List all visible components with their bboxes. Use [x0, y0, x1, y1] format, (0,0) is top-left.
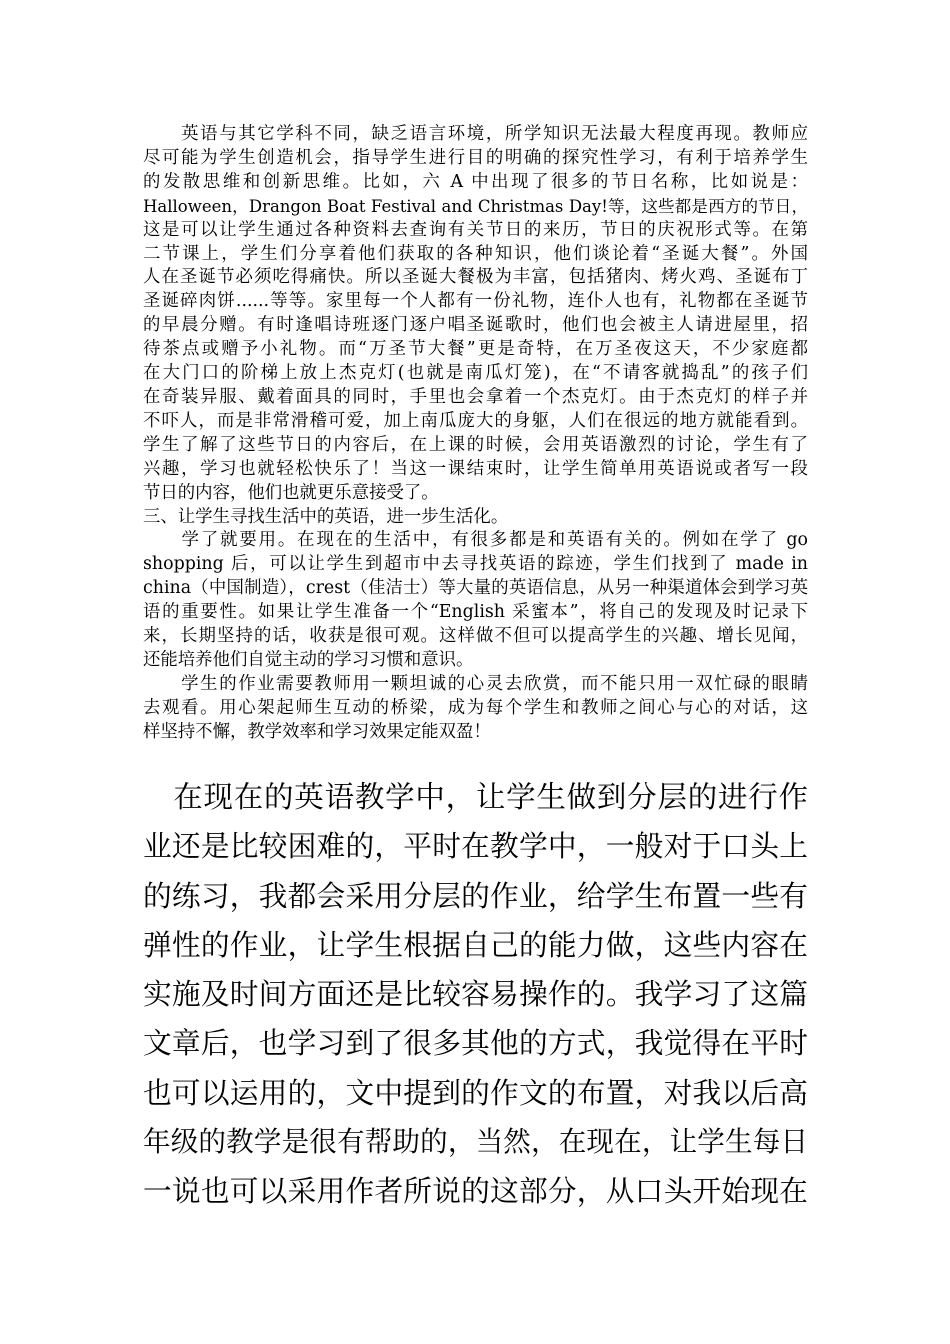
text-line: 尽可能为学生创造机会，指导学生进行目的明确的探究性学习，有利于培养学生: [143, 147, 808, 168]
large-text-line: 实施及时间方面还是比较容易操作的。我学习了这篇: [143, 977, 808, 1012]
large-text-line: 一说也可以采用作者所说的这部分，从口头开始现在: [143, 1174, 808, 1209]
text-line: 的发散思维和创新思维。比如，六 A 中出现了很多的节日名称，比如说是：: [143, 171, 808, 192]
text-line: 去观看。用心架起师生互动的桥梁，成为每个学生和教师之间心与心的对话，这: [143, 697, 808, 718]
large-text-line: 年级的教学是很有帮助的，当然，在现在，让学生每日: [143, 1126, 808, 1159]
text-line: shopping 后，可以让学生到超市中去寻找英语的踪迹，学生们找到了 made in: [143, 554, 808, 575]
section-heading: 三、让学生寻找生活中的英语，进一步生活化。: [143, 506, 509, 527]
text-line: 学生的作业需要教师用一颗坦诚的心灵去欣赏，而不能只用一双忙碌的眼睛: [143, 673, 808, 694]
paragraph-layered-homework: [143, 773, 808, 1217]
text-line: china（中国制造），crest（佳洁士）等大量的英语信息，从另一种渠道体会到学习英: [143, 578, 808, 599]
paragraph-holiday-topics: [143, 123, 808, 745]
text-line: 二节课上，学生们分享着他们获取的各种知识，他们谈论着“圣诞大餐”。外国: [143, 243, 808, 264]
text-line: 来，长期坚持的话，收获是很可观。这样做不但可以提高学生的兴趣、增长见闻，: [143, 626, 808, 647]
large-text-line: 也可以运用的，文中提到的作文的布置，对我以后高: [143, 1075, 808, 1110]
large-text-line: 在现在的英语教学中，让学生做到分层的进行作: [143, 780, 808, 814]
text-line: Halloween，Drangon Boat Festival and Christmas Day!等，这些都是西方的节日，: [143, 196, 808, 216]
text-line: 样坚持不懈，教学效率和学习效果定能双盈！: [143, 721, 491, 742]
text-line: 人在圣诞节必须吃得痛快。所以圣诞大餐极为丰富，包括猪肉、烤火鸡、圣诞布丁: [143, 267, 808, 288]
text-line: 不吓人，而是非常滑稽可爱，加上南瓜庞大的身躯，人们在很远的地方就能看到。: [143, 410, 808, 431]
text-line: 学生了解了这些节日的内容后，在上课的时候，会用英语激烈的讨论，学生有了: [143, 434, 808, 455]
text-line: 圣诞碎肉饼......等等。家里每一个人都有一份礼物，连仆人也有，礼物都在圣诞节: [143, 291, 808, 312]
large-text-line: 业还是比较困难的，平时在教学中，一般对于口头上: [143, 829, 808, 864]
text-line: 节日的内容，他们也就更乐意接受了。: [143, 482, 439, 503]
text-line: 的早晨分赠。有时逢唱诗班逐门逐户唱圣诞歌时，他们也会被主人请进屋里，招: [143, 315, 808, 336]
text-line: 还能培养他们自觉主动的学习习惯和意识。: [143, 649, 474, 670]
text-line: 在奇装异服、戴着面具的同时，手里也会拿着一个杰克灯。由于杰克灯的样子并: [143, 386, 808, 407]
text-line: 待茶点或赠予小礼物。而“万圣节大餐”更是奇特，在万圣夜这天，不少家庭都: [143, 339, 808, 360]
large-text-line: 弹性的作业，让学生根据自己的能力做，这些内容在: [143, 927, 808, 962]
text-line: 英语与其它学科不同，缺乏语言环境，所学知识无法最大程度再现。教师应: [143, 124, 808, 144]
text-line: 这是可以让学生通过各种资料去查询有关节日的来历，节日的庆祝形式等。在第: [143, 219, 808, 240]
large-text-line: 的练习，我都会采用分层的作业，给学生布置一些有: [143, 878, 808, 913]
text-line: 语的重要性。如果让学生准备一个“English 采蜜本”，将自己的发现及时记录下: [143, 602, 808, 623]
text-line: 兴趣，学习也就轻松快乐了！当这一课结束时，让学生简单用英语说或者写一段: [143, 458, 808, 479]
text-line: 在大门口的阶梯上放上杰克灯(也就是南瓜灯笼)，在“不请客就捣乱”的孩子们: [143, 363, 808, 384]
text-line: 学了就要用。在现在的生活中，有很多都是和英语有关的。例如在学了 go: [143, 530, 808, 551]
large-text-line: 文章后，也学习到了很多其他的方式，我觉得在平时: [143, 1026, 808, 1061]
